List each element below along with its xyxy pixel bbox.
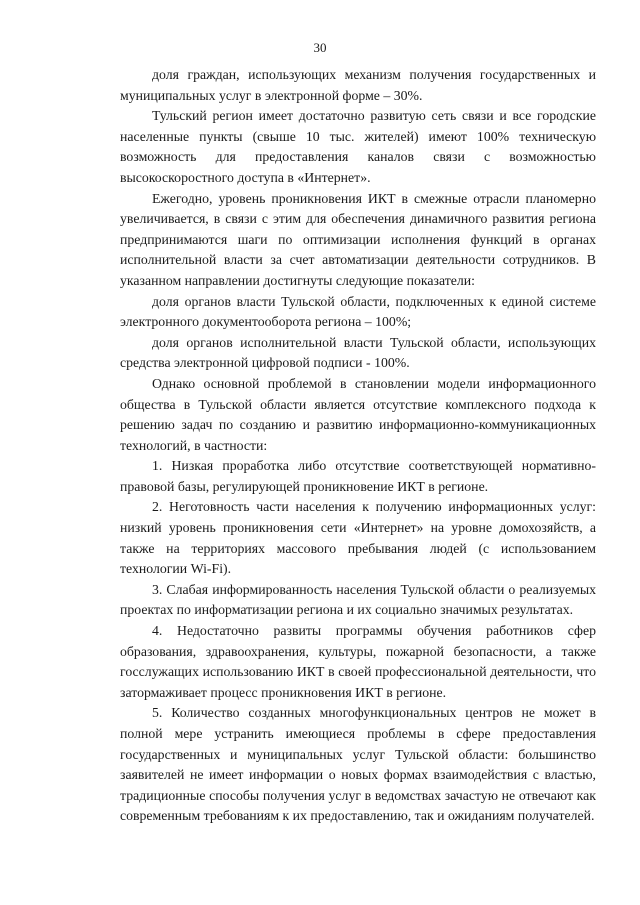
list-item: 4. Недостаточно развиты программы обучения работников сфер образования, здравоохранения, культуры, пожарной безопасности, а также госслужащих использованию ИКТ в своей профессиональной деятельности, что затормаживает процесс проникновения ИКТ в регионе. bbox=[120, 623, 596, 700]
paragraph: доля органов власти Тульской области, подключенных к единой системе электронного документооборота региона – 100%; bbox=[120, 293, 596, 330]
body-text bbox=[120, 65, 596, 827]
paragraph: Ежегодно, уровень проникновения ИКТ в смежные отрасли планомерно увеличивается, в связи с этим для обеспечения динамичного развития региона предпринимаются шаги по оптимизации исполнения функций в органах исполнительной власти за счет автоматизации деятельности сотрудников. В указанном направлении достигнуты следующие показатели: bbox=[120, 190, 596, 288]
paragraph: Тульский регион имеет достаточно развитую сеть связи и все городские населенные пункты (свыше 10 тыс. жителей) имеют 100% техническую возможность для предоставления каналов связи с возможностью высокоскоростного доступа в «Интернет». bbox=[120, 108, 596, 185]
list-item: 3. Слабая информированность населения Тульской области о реализуемых проектах по информатизации региона и их социально значимых результатах. bbox=[120, 581, 596, 618]
list-item: 5. Количество созданных многофункциональных центров не может в полной мере устранить имеющиеся проблемы в сфере предоставления государственных и муниципальных услуг Тульской области: большинство заявителей не имеет информации о новых формах взаимодействия с властью, традиционные способы получения услуг в ведомствах зачастую не отвечают как современным требованиям к их предоставлению, так и ожиданиям получателей. bbox=[120, 705, 596, 824]
paragraph: доля граждан, использующих механизм получения государственных и муниципальных услуг в электронной форме – 30%. bbox=[120, 67, 596, 103]
paragraph: Однако основной проблемой в становлении модели информационного общества в Тульской области является отсутствие комплексного подхода к решению задач по созданию и развитию информационно-коммуникационных технологий, в частности: bbox=[120, 375, 596, 453]
list-item: 1. Низкая проработка либо отсутствие соответствующей нормативно-правовой базы, регулирующей проникновение ИКТ в регионе. bbox=[120, 458, 596, 494]
list-item: 2. Неготовность части населения к получению информационных услуг: низкий уровень проникновения сети «Интернет» на уровне домохозяйств, а также на территориях массового пребывания людей (с использованием технологии Wi-Fi). bbox=[120, 499, 596, 577]
page-number: 30 bbox=[313, 40, 327, 55]
paragraph: доля органов исполнительной власти Тульской области, использующих средства электронной цифровой подписи - 100%. bbox=[120, 334, 596, 371]
